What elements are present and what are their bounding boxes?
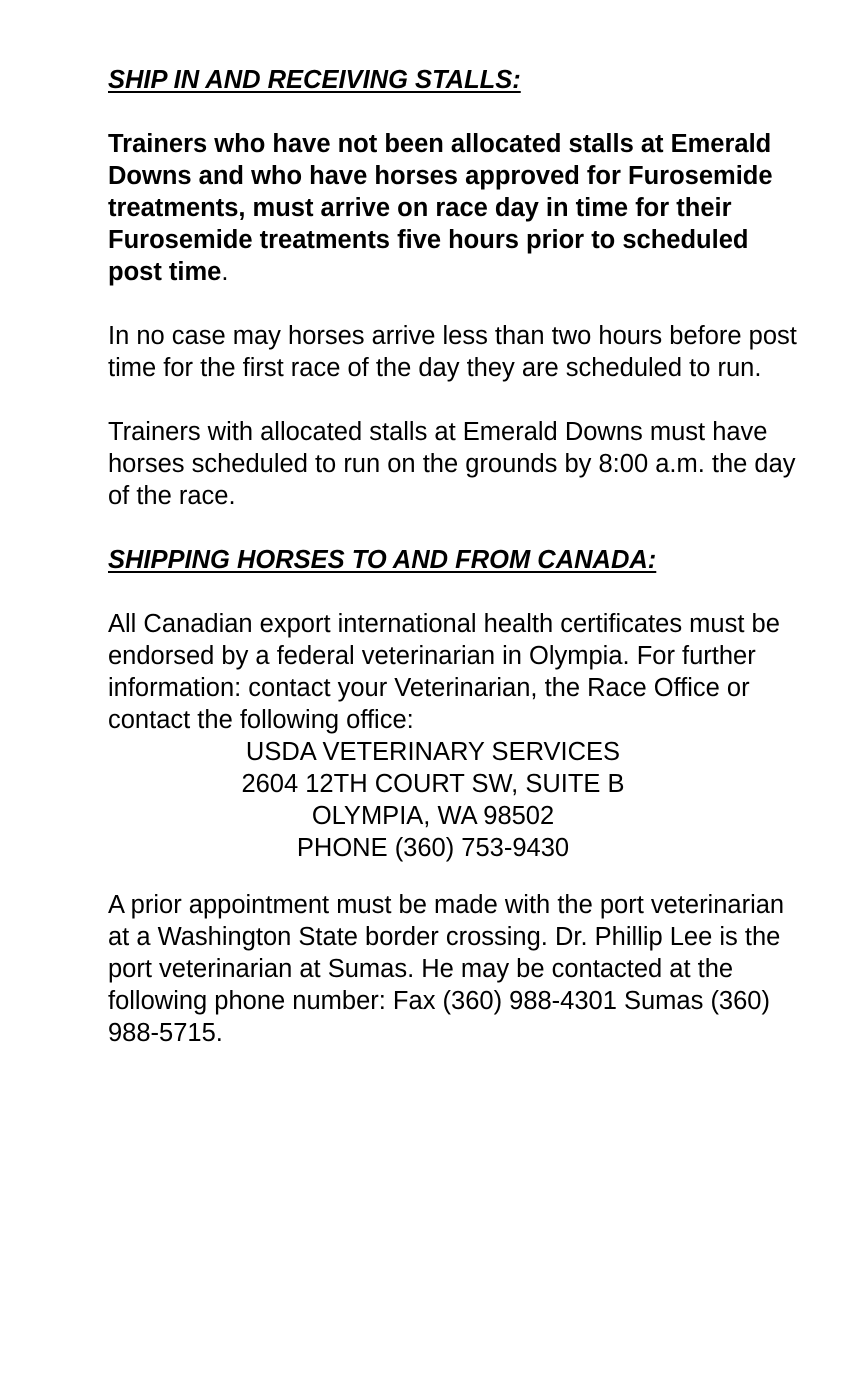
furosemide-bold-text: Trainers who have not been allocated stalls at Emerald Downs and who have horses approved for Furosemide treatments, must arrive on race day in time for their Furosemide treatments five hours prior to scheduled post time — [108, 130, 773, 286]
section-heading-canada: SHIPPING HORSES TO AND FROM CANADA: — [108, 546, 657, 574]
spacer — [108, 576, 808, 608]
usda-address-block — [108, 736, 758, 864]
address-line-phone: PHONE (360) 753-9430 — [296, 834, 570, 862]
spacer — [108, 384, 808, 416]
furosemide-paragraph — [108, 128, 808, 288]
address-line-city: OLYMPIA, WA 98502 — [311, 802, 555, 830]
document-page — [108, 64, 808, 1049]
port-veterinarian-paragraph: A prior appointment must be made with the port veterinarian at a Washington State border crossing. Dr. Phillip Lee is the port veterinarian at Sumas. He may be contacted at the following phone number: Fax (360) 988-4301 Sumas (360) 988-5715. — [108, 891, 785, 1047]
spacer — [108, 512, 808, 544]
furosemide-period: . — [221, 258, 229, 286]
address-line-street: 2604 12TH COURT SW, SUITE B — [241, 770, 625, 798]
spacer — [108, 864, 808, 889]
health-certificates-paragraph: All Canadian export international health certificates must be endorsed by a federal veterinarian in Olympia. For further information: contact your Veterinarian, the Race Office or contact the following office: — [108, 610, 780, 734]
spacer — [108, 96, 808, 128]
section-heading-ship-in: SHIP IN AND RECEIVING STALLS: — [108, 66, 521, 94]
arrival-time-paragraph: In no case may horses arrive less than two hours before post time for the first race of the day they are scheduled to run. — [108, 322, 797, 382]
allocated-stalls-paragraph: Trainers with allocated stalls at Emerald Downs must have horses scheduled to run on the grounds by 8:00 a.m. the day of the race. — [108, 418, 796, 510]
spacer — [108, 288, 808, 320]
address-line-agency: USDA VETERINARY SERVICES — [245, 738, 621, 766]
